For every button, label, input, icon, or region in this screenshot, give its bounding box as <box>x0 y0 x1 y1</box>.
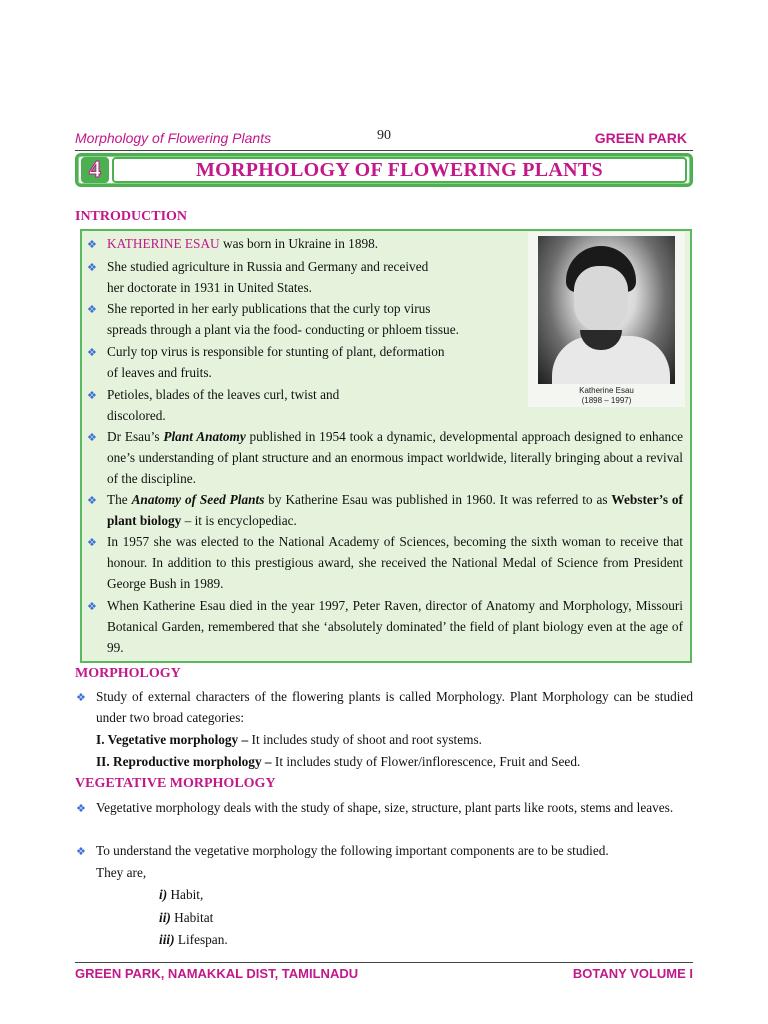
intro-bullet-5 <box>87 384 527 426</box>
vegetative-bullet-1 <box>76 797 693 818</box>
intro-bullet-1-text: was born in Ukraine in 1898. <box>219 236 379 251</box>
intro-bullet-4-line-2: of leaves and fruits. <box>107 365 212 380</box>
intro-bullet-4 <box>87 341 527 383</box>
page-number: 90 <box>377 128 391 143</box>
portrait-caption-years: (1898 – 1997) <box>581 396 632 405</box>
portrait-photo <box>528 232 685 407</box>
intro-bullet-7: ❖ The Anatomy of Seed Plants by Katherine Esau was published in 1960. It was referred to as Webster’s of plant biology – it is encyclopediac. <box>87 492 683 528</box>
header-publisher: GREEN PARK <box>594 130 687 146</box>
intro-bullet-8 <box>87 531 683 594</box>
vegetative-morphology-heading: VEGETATIVE MORPHOLOGY <box>75 776 276 791</box>
component-item-habitat: ii) Habitat <box>159 910 214 925</box>
portrait-face <box>574 266 628 332</box>
intro-bullet-5-line-1: Petioles, blades of the leaves curl, twist and <box>107 387 340 402</box>
chapter-title-box <box>75 153 693 187</box>
footer-volume: BOTANY VOLUME I <box>572 966 693 981</box>
vegetative-bullet-1-text: Vegetative morphology deals with the study of shape, size, structure, plant parts like roots, stems and leaves. <box>96 800 674 815</box>
websters-of-plant-biology: Webster’s of plant biology <box>107 492 683 528</box>
intro-bullet-9-text: When Katherine Esau died in the year 1997, Peter Raven, director of Anatomy and Morphology, Missouri Botanical Garden, remembered that she ‘absolutely dominated’ the field of plant biology even at the age of 99. <box>107 598 683 655</box>
morphology-bullet-1-text: Study of external characters of the flowering plants is called Morphology. Plant Morphology can be studied under two broad categories: <box>96 689 693 725</box>
they-are-text: They are, <box>96 865 147 880</box>
intro-bullet-2-line-2: her doctorate in 1931 in United States. <box>107 280 312 295</box>
intro-bullet-1 <box>87 233 379 254</box>
diamond-bullet-icon: ❖ <box>76 845 86 858</box>
intro-bullet-3-line-1: She reported in her early publications that the curly top virus <box>107 301 431 316</box>
page-footer <box>75 962 693 985</box>
diamond-bullet-icon: ❖ <box>87 600 97 613</box>
plant-anatomy-title: Plant Anatomy <box>163 429 246 444</box>
diamond-bullet-icon: ❖ <box>87 303 97 316</box>
diamond-bullet-icon: ❖ <box>87 261 97 274</box>
reproductive-morphology-category: II. Reproductive morphology – It includes study of Flower/inflorescence, Fruit and Seed. <box>96 754 581 769</box>
chapter-number: 4 <box>81 157 109 183</box>
header-subject: Morphology of Flowering Plants <box>75 130 272 146</box>
component-item-habit: i) Habit, <box>159 887 204 902</box>
morphology-bullet-1 <box>76 686 693 728</box>
portrait-caption-name: Katherine Esau <box>579 386 634 395</box>
chapter-title: MORPHOLOGY OF FLOWERING PLANTS <box>112 157 687 183</box>
vegetative-bullet-2-text: To understand the vegetative morphology the following important components are to be studied. <box>96 843 609 858</box>
diamond-bullet-icon: ❖ <box>87 536 97 549</box>
intro-bullet-2-line-1: She studied agriculture in Russia and Germany and received <box>107 259 429 274</box>
diamond-bullet-icon: ❖ <box>87 238 97 251</box>
intro-bullet-3 <box>87 298 527 340</box>
intro-bullet-6: ❖ Dr Esau’s Plant Anatomy published in 1954 took a dynamic, developmental approach designed to enhance one’s understanding of plant structure and an enormous impact worldwide, literally bringing about a revival of the discipline. <box>87 429 684 486</box>
diamond-bullet-icon: ❖ <box>87 389 97 402</box>
introduction-heading: INTRODUCTION <box>75 209 188 224</box>
page-header <box>75 128 693 151</box>
morphology-heading: MORPHOLOGY <box>75 666 181 681</box>
intro-bullet-9 <box>87 595 683 658</box>
intro-bullet-2 <box>87 256 517 298</box>
intro-bullet-5-line-2: discolored. <box>107 408 166 423</box>
vegetative-bullet-2 <box>76 840 693 861</box>
footer-publisher-address: GREEN PARK, NAMAKKAL DIST, TAMILNADU <box>75 966 359 981</box>
anatomy-of-seed-plants-title: Anatomy of Seed Plants <box>131 492 265 507</box>
intro-bullet-4-line-1: Curly top virus is responsible for stunting of plant, deformation <box>107 344 445 359</box>
diamond-bullet-icon: ❖ <box>87 494 97 507</box>
diamond-bullet-icon: ❖ <box>87 431 97 444</box>
diamond-bullet-icon: ❖ <box>76 691 86 704</box>
intro-bullet-3-line-2: spreads through a plant via the food- conducting or phloem tissue. <box>107 322 459 337</box>
katherine-esau-name: KATHERINE ESAU <box>107 236 220 251</box>
component-item-lifespan: iii) Lifespan. <box>159 932 228 947</box>
diamond-bullet-icon: ❖ <box>87 346 97 359</box>
intro-bullet-8-text: In 1957 she was elected to the National Academy of Sciences, becoming the sixth woman to receive that honour. In addition to this prestigious award, she received the National Medal of Science from President George Bush in 1989. <box>107 534 683 591</box>
vegetative-morphology-category: I. Vegetative morphology – It includes study of shoot and root systems. <box>96 732 482 747</box>
diamond-bullet-icon: ❖ <box>76 802 86 815</box>
